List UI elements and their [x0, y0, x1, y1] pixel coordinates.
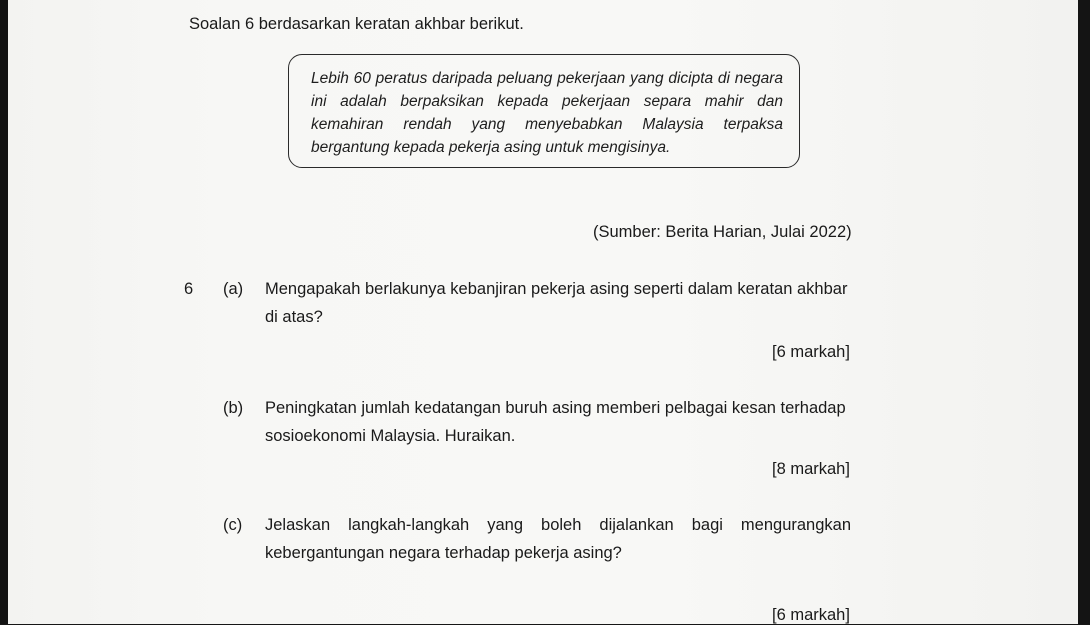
part-c-label: (c)	[223, 516, 243, 534]
part-a-label: (a)	[223, 280, 244, 298]
part-c-line1: Jelaskan langkah-langkah yang boleh dijalankan bagi mengurangkan	[265, 516, 851, 534]
part-b-line2: sosioekonomi Malaysia. Huraikan.	[265, 427, 516, 445]
excerpt-source: (Sumber: Berita Harian, Julai 2022)	[593, 223, 852, 241]
exam-page	[8, 0, 1078, 624]
newspaper-excerpt-text: Lebih 60 peratus daripada peluang pekerjaan yang dicipta di negara ini adalah berpaksikan kepada pekerjaan separa mahir dan kemahiran rendah yang menyebabkan Malaysia terpaksa bergantung kepada pekerja asing untuk mengisinya.	[311, 70, 783, 156]
question-intro: Soalan 6 berdasarkan keratan akhbar berikut.	[189, 15, 524, 33]
newspaper-excerpt-box	[288, 54, 800, 168]
left-border	[0, 0, 8, 624]
part-b-marks: [8 markah]	[772, 460, 850, 478]
part-c-line2: kebergantungan negara terhadap pekerja asing?	[265, 544, 622, 562]
part-a-marks: [6 markah]	[772, 343, 850, 361]
part-a-line2: di atas?	[265, 308, 323, 326]
part-b-label: (b)	[223, 399, 244, 417]
part-b-line1: Peningkatan jumlah kedatangan buruh asing memberi pelbagai kesan terhadap	[265, 399, 846, 417]
part-c-marks: [6 markah]	[772, 606, 850, 624]
part-a-line1: Mengapakah berlakunya kebanjiran pekerja asing seperti dalam keratan akhbar	[265, 280, 848, 298]
right-border	[1078, 0, 1090, 624]
question-number: 6	[184, 280, 194, 298]
